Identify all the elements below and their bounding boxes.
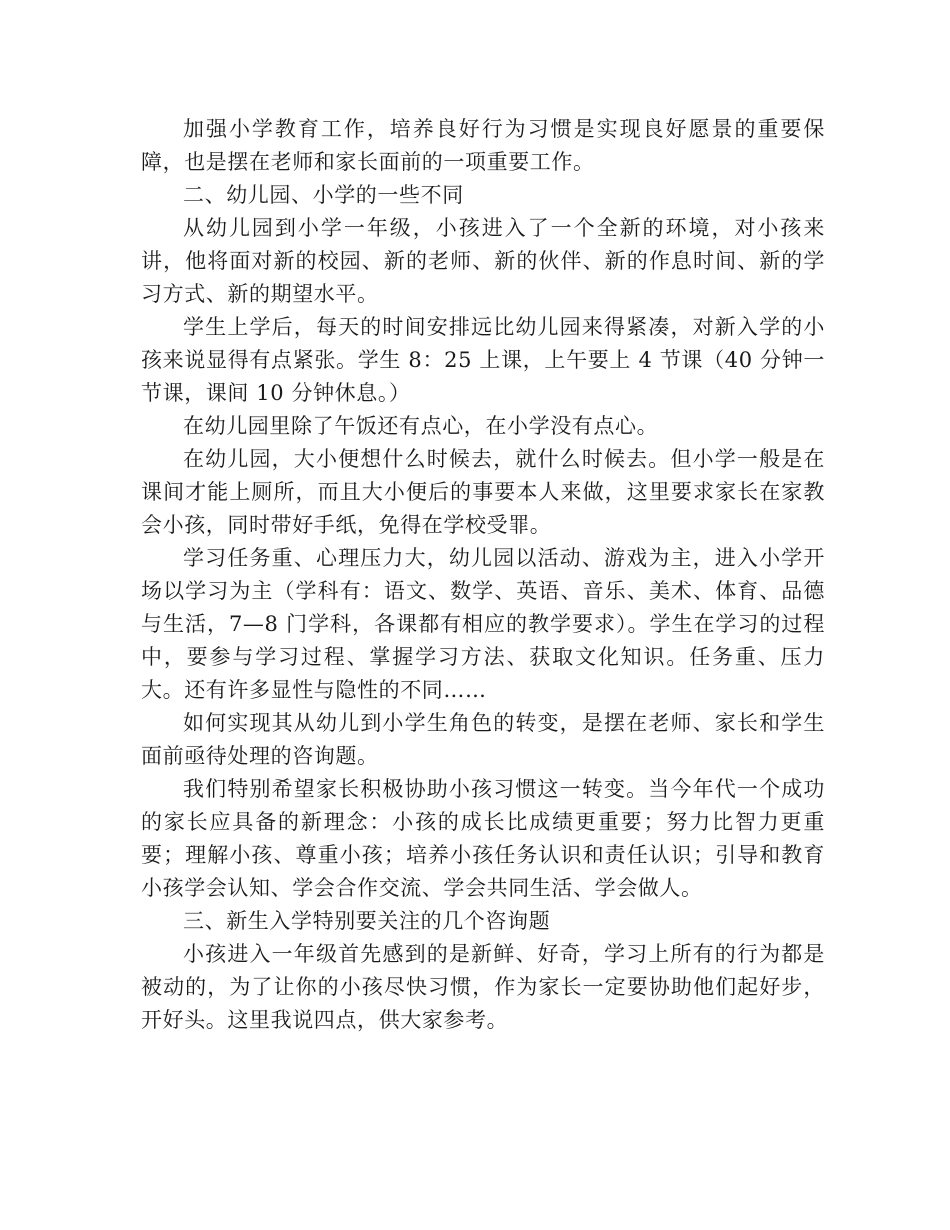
document-page	[141, 113, 825, 1037]
paragraph-first-grade: 小孩进入一年级首先感到的是新鲜、好奇，学习上所有的行为都是被动的，为了让你的小孩尽快习惯，作为家长一定要协助他们起好步，开好头。这里我说四点，供大家参考。	[141, 942, 825, 1032]
paragraph-restroom: 在幼儿园，大小便想什么时候去，就什么时候去。但小学一般是在课间才能上厕所，而且大小便后的事要本人来做，这里要求家长在家教会小孩，同时带好手纸，免得在学校受罪。	[141, 447, 825, 537]
section-heading-differences: 二、幼儿园、小学的一些不同	[183, 183, 464, 207]
section-heading-concerns: 三、新生入学特别要关注的几个咨询题	[183, 909, 551, 933]
paragraph-role-change: 如何实现其从幼儿到小学生角色的转变，是摆在老师、家长和学生面前亟待处理的咨询题。	[141, 711, 825, 768]
paragraph-snacks: 在幼儿园里除了午饭还有点心，在小学没有点心。	[183, 414, 659, 438]
paragraph-intro: 加强小学教育工作，培养良好行为习惯是实现良好愿景的重要保障，也是摆在老师和家长面前的一项重要工作。	[141, 117, 825, 174]
paragraph-study-pressure: 学习任务重、心理压力大，幼儿园以活动、游戏为主，进入小学开场以学习为主（学科有：语文、数学、英语、音乐、美术、体育、品德与生活，7—8 门学科，各课都有相应的教学要求）。学生在学习的过程中，要参与学习过程、掌握学习方法、获取文化知识。任务重、压力大。还有许多显性与隐性的不同……	[141, 546, 825, 702]
paragraph-parent-ideas: 我们特别希望家长积极协助小孩习惯这一转变。当今年代一个成功的家长应具备的新理念：小孩的成长比成绩更重要；努力比智力更重要；理解小孩、尊重小孩；培养小孩任务认识和责任认识；引导和教育小孩学会认知、学会合作交流、学会共同生活、学会做人。	[141, 777, 825, 900]
paragraph-schedule: 学生上学后，每天的时间安排远比幼儿园来得紧凑，对新入学的小孩来说显得有点紧张。学生 8：25 上课，上午要上 4 节课（40 分钟一节课，课间 10 分钟休息。）	[141, 315, 825, 405]
paragraph-new-environment: 从幼儿园到小学一年级，小孩进入了一个全新的环境，对小孩来讲，他将面对新的校园、新的老师、新的伙伴、新的作息时间、新的学习方式、新的期望水平。	[141, 216, 825, 306]
